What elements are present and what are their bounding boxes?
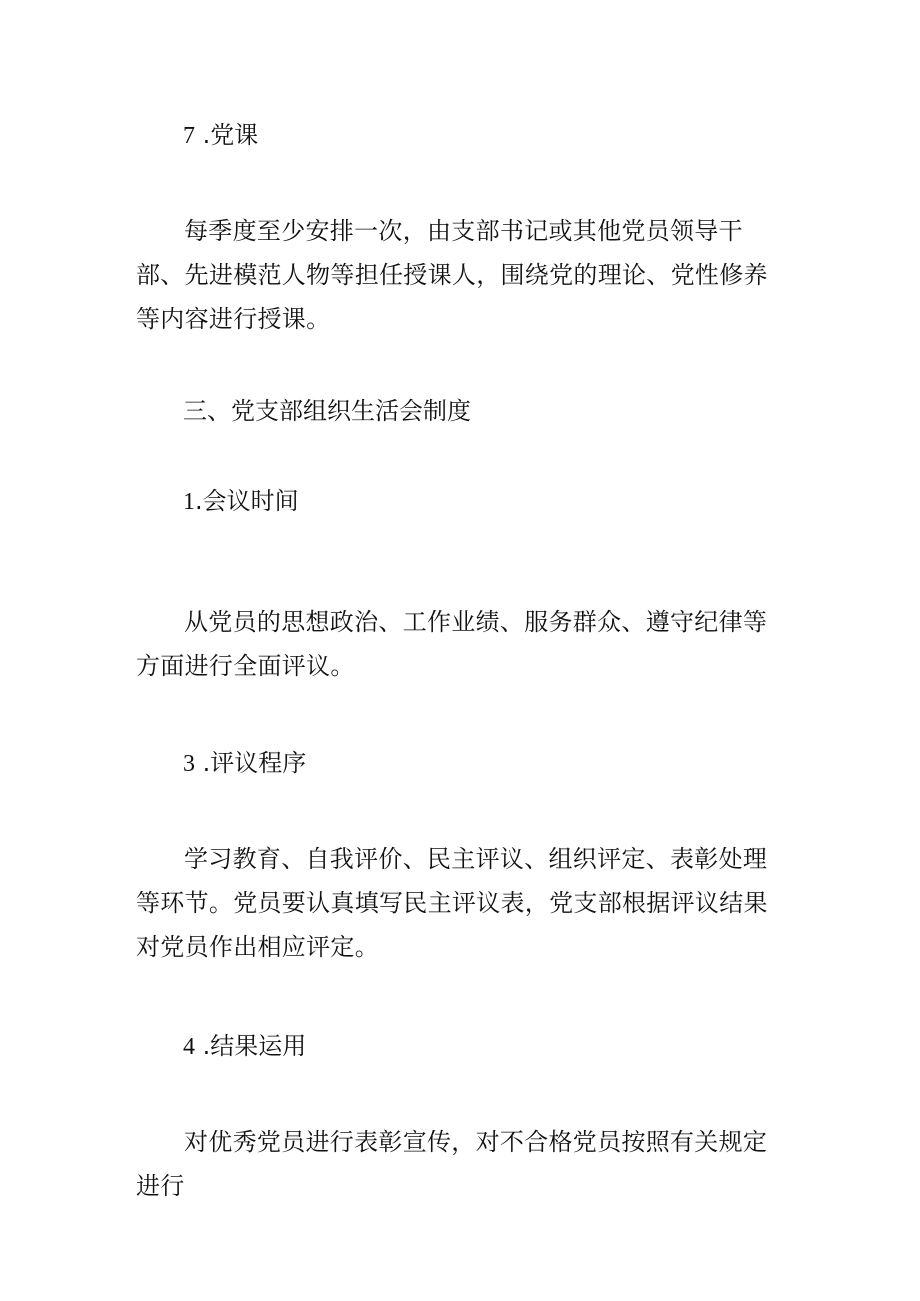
heading-evaluation-procedure bbox=[183, 741, 306, 786]
paragraph-evaluation-content: 从党员的思想政治、工作业绩、服务群众、遵守纪律等方面进行全面评议。 bbox=[136, 608, 768, 680]
heading-number: 1 bbox=[183, 489, 195, 515]
paragraph-evaluation-procedure: 学习教育、自我评价、民主评议、组织评定、表彰处理等环节。党员要认真填写民主评议表，党支部根据评议结果对党员作出相应评定。 bbox=[136, 845, 768, 961]
heading-number: 7 bbox=[183, 123, 195, 149]
section-title: 三、党支部组织生活会制度 bbox=[183, 397, 471, 425]
heading-dangke bbox=[183, 113, 258, 158]
heading-result-use bbox=[183, 1024, 306, 1069]
heading-title: .结果运用 bbox=[195, 1032, 307, 1060]
heading-title: .评议程序 bbox=[195, 749, 307, 777]
paragraph-result-use: 对优秀党员进行表彰宣传，对不合格党员按照有关规定进行 bbox=[136, 1128, 768, 1200]
heading-title: .党课 bbox=[195, 121, 259, 149]
heading-number: 3 bbox=[183, 751, 195, 777]
heading-number: 4 bbox=[183, 1034, 195, 1060]
paragraph-dangke: 每季度至少安排一次，由支部书记或其他党员领导干部、先进模范人物等担任授课人，围绕党的理论、党性修养等内容进行授课。 bbox=[136, 217, 768, 333]
heading-meeting-time bbox=[183, 479, 299, 524]
heading-title: .会议时间 bbox=[195, 487, 299, 515]
